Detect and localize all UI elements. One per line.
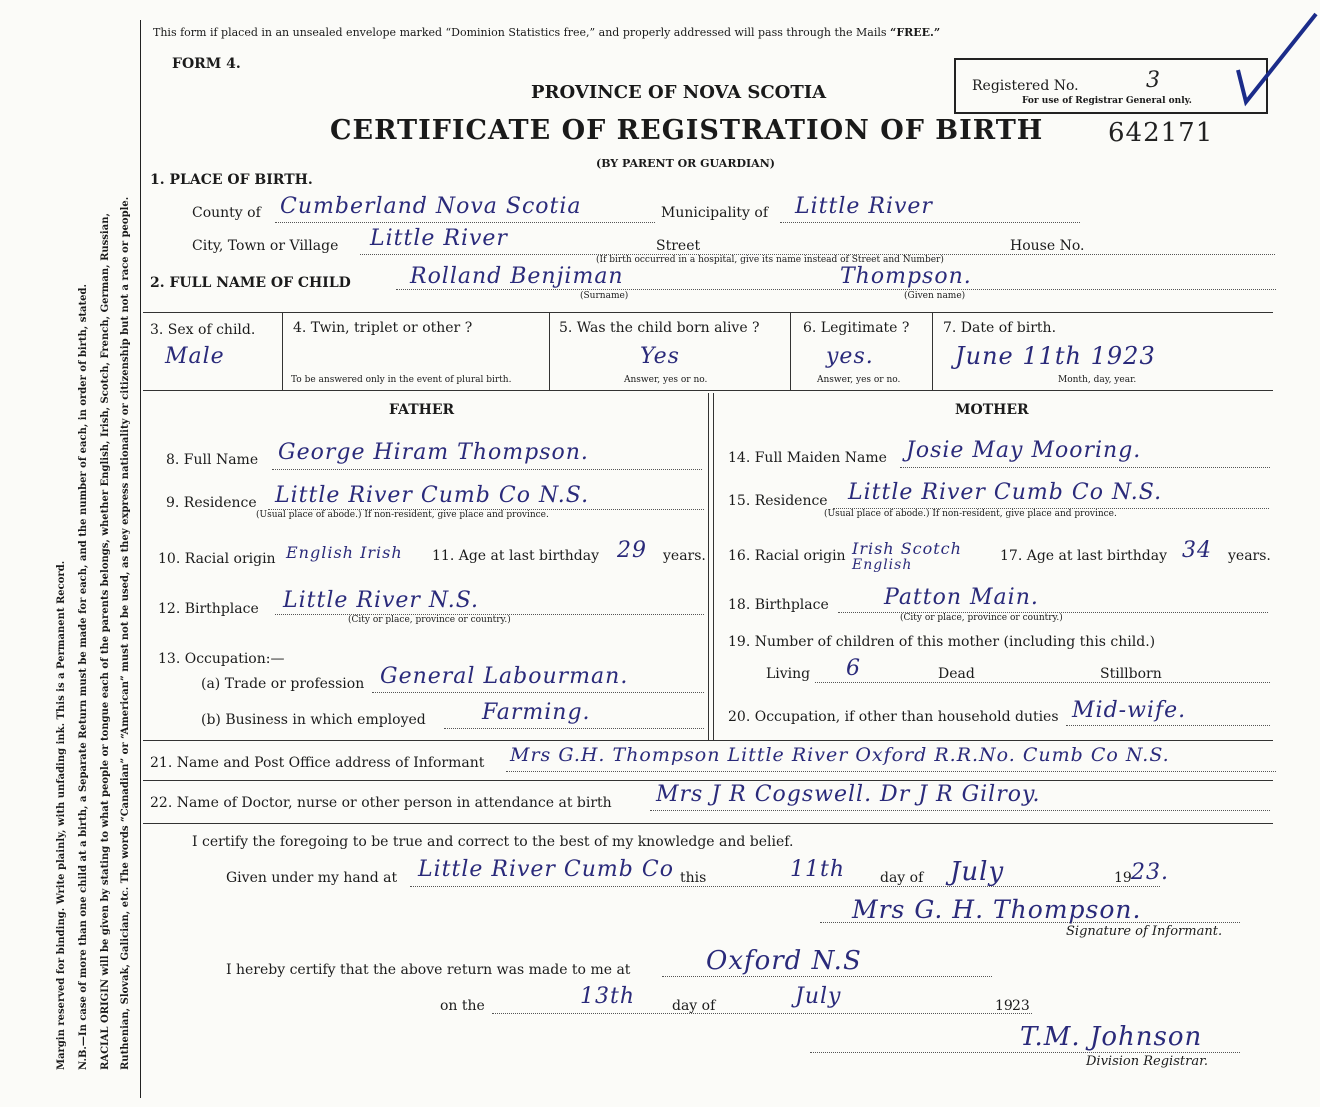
year-prefix: 19 [1114, 870, 1132, 886]
margin-note-4: Ruthenian, Slovak, Galician, etc. The words “Canadian” or “American” must not be used, as they express nationality or citizenship but not a race or people. [120, 196, 131, 1070]
margin-rule [140, 20, 141, 1098]
given-name-note: (Given name) [904, 291, 966, 301]
father-birthplace-value: Little River N.S. [283, 588, 480, 613]
living-value: 6 [846, 656, 861, 681]
mother-birthplace-note: (City or place, province or country.) [900, 613, 1063, 623]
registration-month-value: July [795, 984, 842, 1009]
father-name-value: George Hiram Thompson. [278, 440, 589, 465]
mother-racial-label: 16. Racial origin [728, 548, 846, 564]
mother-occupation-value: Mid-wife. [1072, 698, 1187, 723]
registrar-signature: T.M. Johnson [1020, 1022, 1203, 1052]
mother-name-label: 14. Full Maiden Name [728, 450, 887, 466]
trade-value: General Labourman. [380, 664, 629, 689]
mother-birthplace-value: Patton Main. [884, 585, 1039, 610]
mother-years: years. [1228, 548, 1271, 564]
registered-value: 3 [1146, 68, 1161, 93]
given-place-value: Little River Cumb Co [418, 857, 674, 882]
father-birthplace-note: (City or place, province or country.) [348, 615, 511, 625]
county-label: County of [192, 205, 261, 221]
registered-label: Registered No. [972, 78, 1079, 94]
father-birthplace-label: 12. Birthplace [158, 601, 259, 617]
mother-heading: MOTHER [955, 402, 1029, 418]
mother-racial-value-2: English [852, 557, 913, 573]
registered-note: For use of Registrar General only. [1022, 96, 1192, 106]
mother-age-label: 17. Age at last birthday [1000, 548, 1168, 564]
informant-signature: Mrs G. H. Thompson. [852, 895, 1142, 924]
legitimate-value: yes. [826, 344, 874, 369]
dob-label: 7. Date of birth. [943, 320, 1057, 336]
house-label: House No. [1010, 238, 1085, 254]
mother-residence-label: 15. Residence [728, 493, 828, 509]
father-age-label: 11. Age at last birthday [432, 548, 600, 564]
registrar-signature-label: Division Registrar. [1086, 1054, 1208, 1069]
mother-residence-note: (Usual place of abode.) If non-resident, give place and province. [824, 509, 1117, 519]
dob-value: June 11th 1923 [955, 342, 1156, 370]
father-racial-value: English Irish [286, 543, 403, 562]
this-label: this [680, 870, 707, 886]
father-years: years. [663, 548, 706, 564]
checkmark-icon [1234, 10, 1320, 110]
certificate-number: 642171 [1108, 118, 1214, 148]
municipality-label: Municipality of [661, 205, 769, 221]
mother-occupation-label: 20. Occupation, if other than household duties [728, 709, 1059, 725]
registrar-statement: I hereby certify that the above return was made to me at [226, 962, 631, 978]
alive-label: 5. Was the child born alive ? [559, 320, 760, 336]
document-title: CERTIFICATE OF REGISTRATION OF BIRTH [330, 115, 1044, 146]
county-value: Cumberland Nova Scotia [280, 194, 582, 219]
doctor-label: 22. Name of Doctor, nurse or other person in attendance at birth [150, 795, 612, 811]
registration-day-of-label: day of [672, 998, 716, 1014]
child-name-label: 2. FULL NAME OF CHILD [150, 275, 351, 291]
mother-racial-value: Irish Scotch [852, 539, 962, 558]
legitimate-label: 6. Legitimate ? [803, 320, 910, 336]
occupation-label: 13. Occupation:— [158, 651, 285, 667]
city-value: Little River [370, 226, 508, 251]
margin-note-1: Margin reserved for binding. Write plainly, with unfading ink. This is a Permanent Record. [56, 560, 67, 1070]
stillborn-label: Stillborn [1100, 666, 1162, 682]
father-name-label: 8. Full Name [166, 452, 259, 468]
twin-label: 4. Twin, triplet or other ? [293, 320, 473, 336]
twin-note: To be answered only in the event of plural birth. [291, 375, 512, 385]
trade-label: (a) Trade or profession [201, 676, 365, 692]
dob-note: Month, day, year. [1058, 375, 1137, 385]
dead-label: Dead [938, 666, 975, 682]
margin-note-2: N.B.—In case of more than one child at a birth, a Separate Return must be made for each, and the number of each, in order of birth, stated. [78, 284, 89, 1070]
mother-age-value: 34 [1182, 538, 1212, 563]
legitimate-note: Answer, yes or no. [817, 375, 901, 385]
father-age-value: 29 [617, 538, 647, 563]
informant-value: Mrs G.H. Thompson Little River Oxford R.R.No. Cumb Co N.S. [510, 744, 1170, 766]
children-count-label: 19. Number of children of this mother (including this child.) [728, 634, 1156, 650]
doctor-value: Mrs J R Cogswell. Dr J R Gilroy. [656, 782, 1041, 807]
registration-year-prefix: 19 [995, 998, 1013, 1014]
registered-box [954, 58, 1268, 114]
certify-statement: I certify the foregoing to be true and correct to the best of my knowledge and belief. [192, 834, 794, 850]
mother-residence-value: Little River Cumb Co N.S. [848, 480, 1163, 505]
alive-value: Yes [640, 344, 680, 369]
municipality-value: Little River [795, 194, 933, 219]
mail-notice: This form if placed in an unsealed envelope marked “Dominion Statistics free,” and properly addressed will pass through the Mails “FREE.” [153, 26, 941, 39]
document-subtitle: (BY PARENT OR GUARDIAN) [596, 157, 775, 170]
father-heading: FATHER [389, 402, 455, 418]
surname-note: (Surname) [580, 291, 629, 301]
mother-birthplace-label: 18. Birthplace [728, 597, 829, 613]
day-value: 11th [790, 857, 846, 882]
hospital-note: (If birth occurred in a hospital, give its name instead of Street and Number) [596, 255, 944, 265]
registration-day-value: 13th [580, 984, 636, 1009]
province-heading: PROVINCE OF NOVA SCOTIA [531, 82, 827, 103]
given-label: Given under my hand at [226, 870, 398, 886]
father-residence-label: 9. Residence [166, 495, 257, 511]
mother-name-value: Josie May Mooring. [906, 438, 1142, 463]
informant-signature-label: Signature of Informant. [1066, 924, 1223, 939]
living-label: Living [766, 666, 811, 682]
father-residence-note: (Usual place of abode.) If non-resident, give place and province. [256, 510, 549, 520]
alive-note: Answer, yes or no. [624, 375, 708, 385]
on-the-label: on the [440, 998, 485, 1014]
street-label: Street [656, 238, 701, 254]
day-of-label: day of [880, 870, 924, 886]
father-racial-label: 10. Racial origin [158, 551, 276, 567]
margin-note-3: RACIAL ORIGIN will be given by stating to what people or tongue each of the parents belongs, whether English, Irish, Scotch, French, German, Russian, [100, 213, 111, 1070]
year-suffix: 23. [1131, 860, 1169, 885]
sex-label: 3. Sex of child. [150, 322, 256, 338]
business-label: (b) Business in which employed [201, 712, 426, 728]
sex-value: Male [165, 344, 225, 369]
father-residence-value: Little River Cumb Co N.S. [275, 483, 590, 508]
registrar-place-value: Oxford N.S [706, 946, 862, 976]
informant-label: 21. Name and Post Office address of Informant [150, 755, 485, 771]
city-label: City, Town or Village [192, 238, 339, 254]
place-of-birth-label: 1. PLACE OF BIRTH. [150, 172, 313, 188]
form-number: FORM 4. [172, 56, 241, 72]
business-value: Farming. [482, 700, 591, 725]
registration-year-suffix: 23 [1012, 998, 1030, 1014]
month-value: July [950, 857, 1005, 887]
child-surname-value: Rolland Benjiman [410, 264, 624, 289]
child-given-value: Thompson. [840, 264, 972, 289]
